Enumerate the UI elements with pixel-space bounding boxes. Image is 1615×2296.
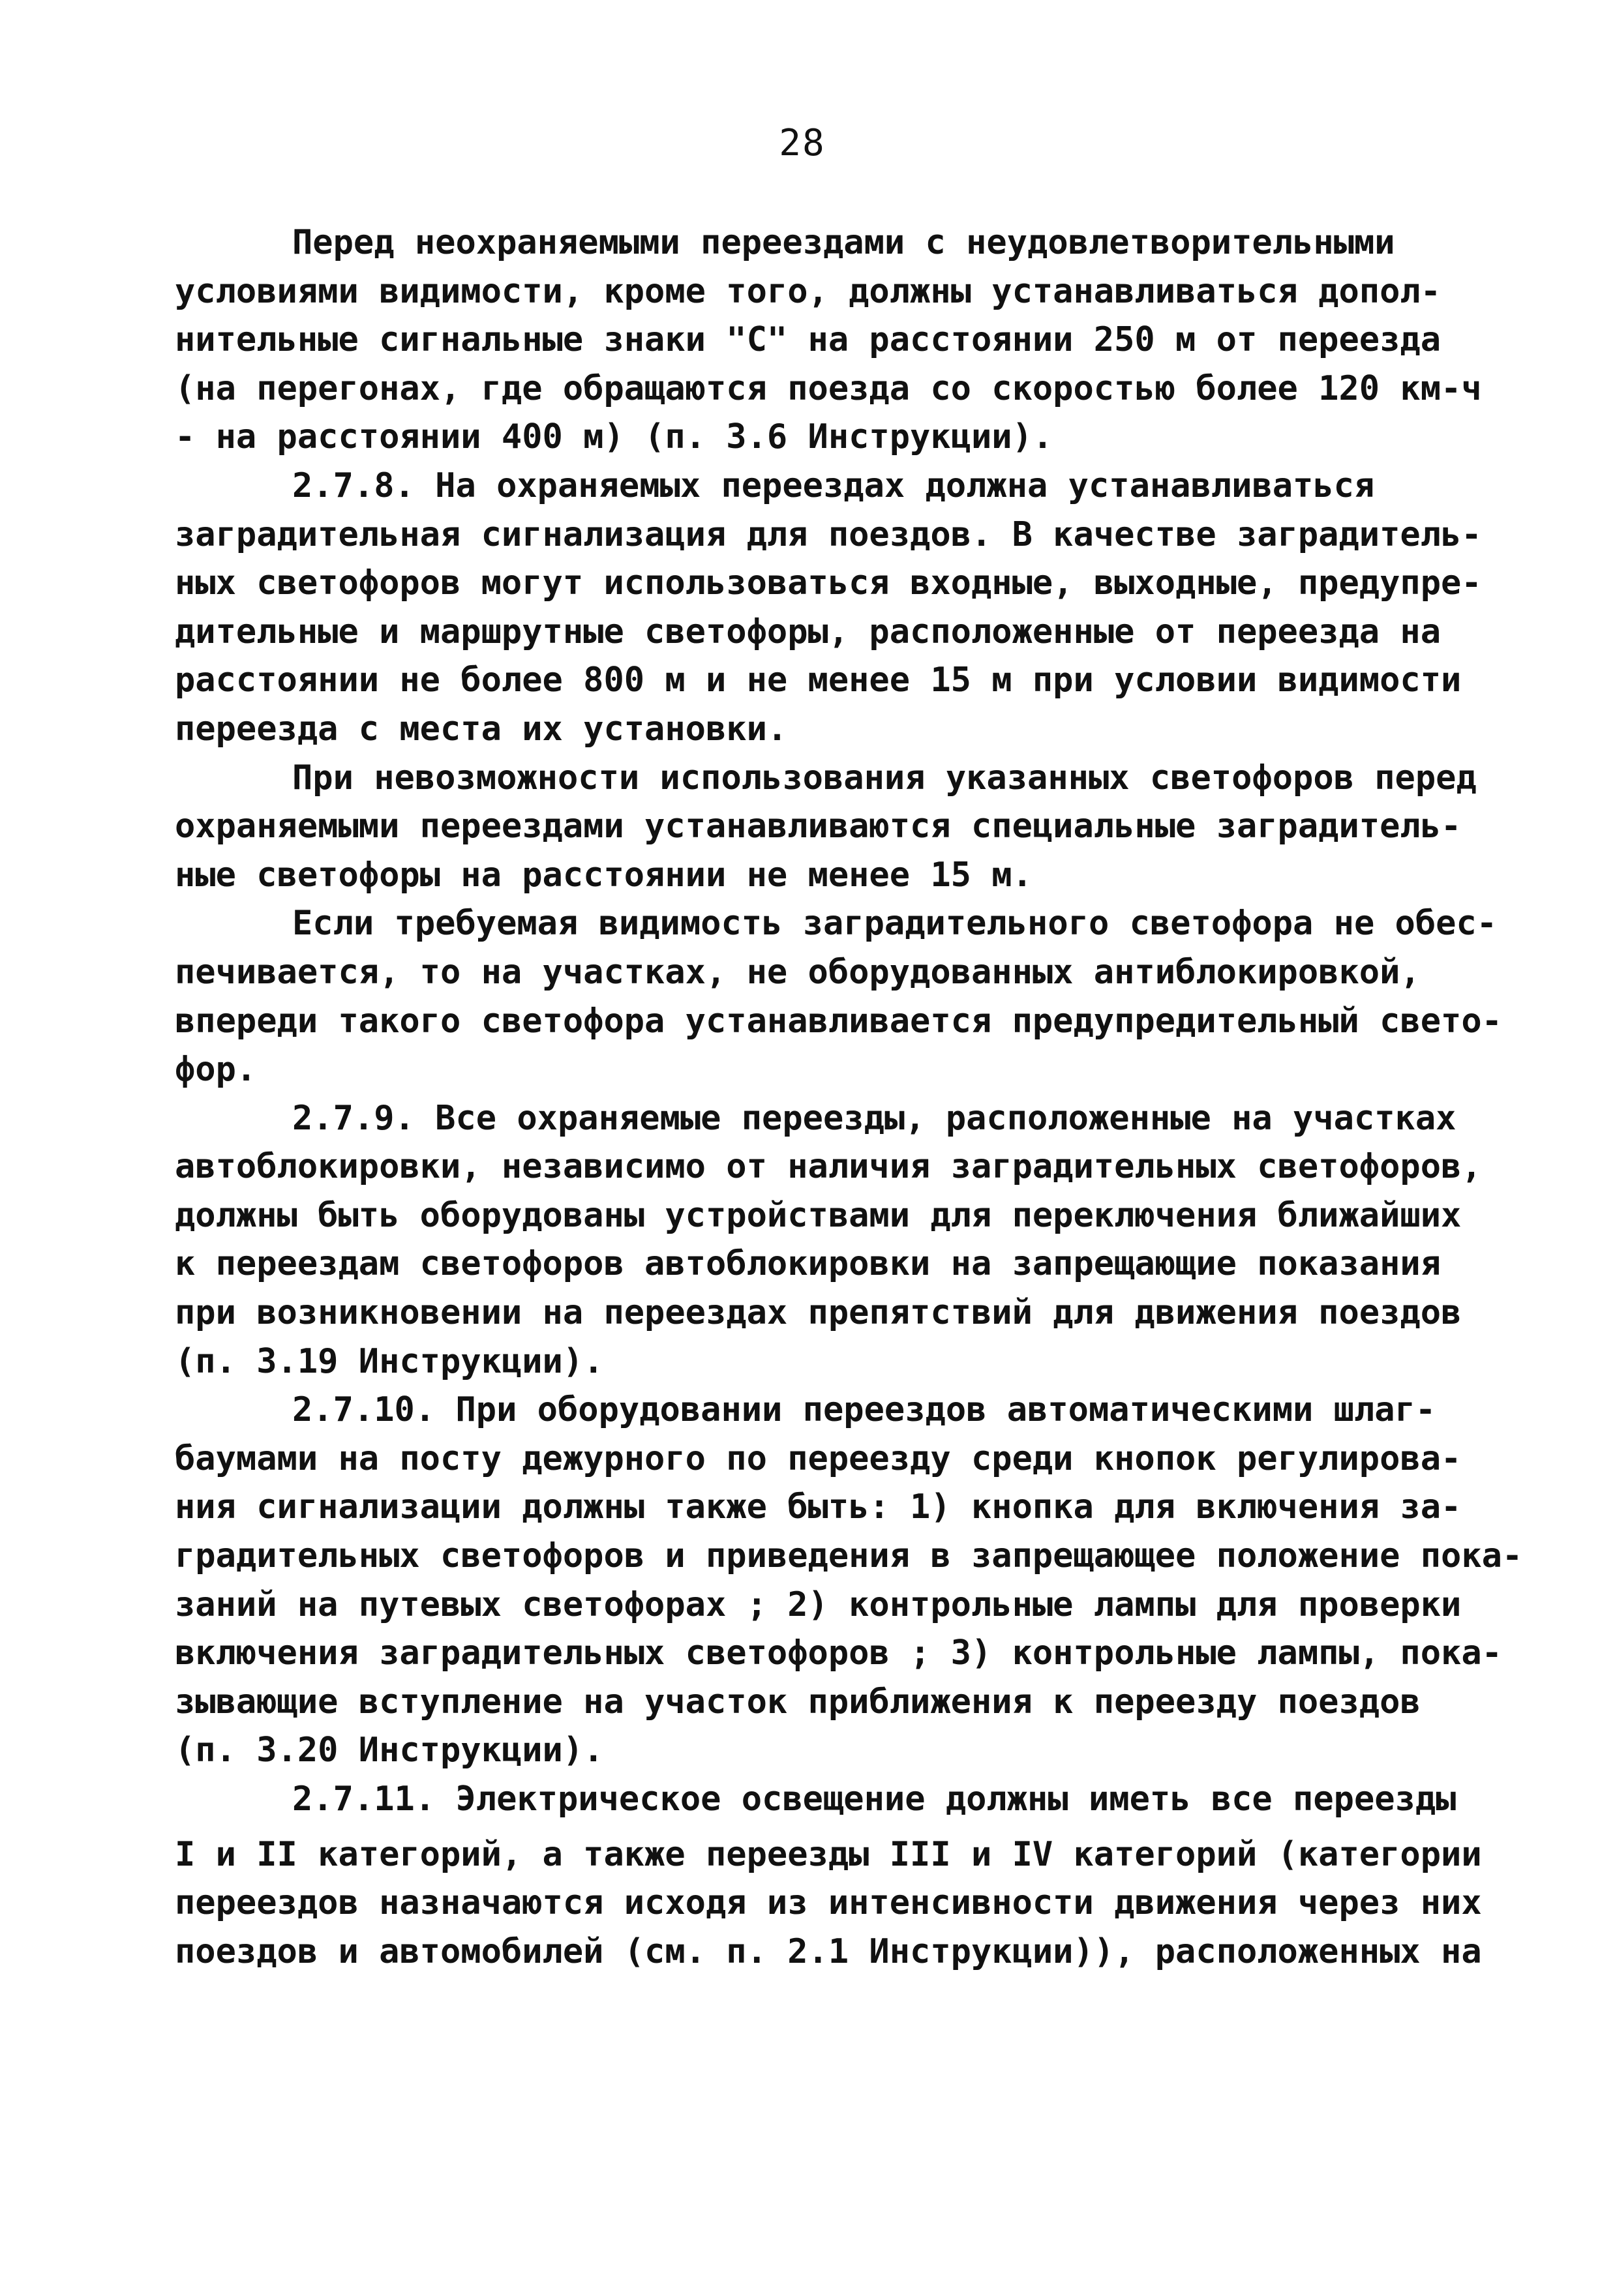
body-text xyxy=(175,218,1523,1976)
text-line: градительных светофоров и приведения в запрещающее положение пока- xyxy=(175,1536,1523,1576)
text-line: переездов назначаются исходя из интенсивности движения через них xyxy=(175,1883,1482,1923)
text-line: заний на путевых светофорах ; 2) контрольные лампы для проверки xyxy=(175,1585,1462,1624)
text-line: - на расстоянии 400 м) (п. 3.6 Инструкции). xyxy=(175,417,1053,457)
text-line: заградительная сигнализация для поездов. В качестве заградитель- xyxy=(175,514,1482,554)
text-line: печивается, то на участках, не оборудованных антиблокировкой, xyxy=(175,952,1421,992)
text-line: расстоянии не более 800 м и не менее 15 м при условии видимости xyxy=(175,661,1462,700)
text-line: ния сигнализации должны также быть: 1) кнопка для включения за- xyxy=(175,1487,1462,1527)
text-line: 2.7.10. При оборудовании переездов автоматическими шлаг- xyxy=(292,1390,1436,1430)
text-line: охраняемыми переездами устанавливаются специальные заградитель- xyxy=(175,807,1462,846)
text-line: включения заградительных светофоров ; 3) контрольные лампы, пока- xyxy=(175,1633,1502,1673)
text-line: 2.7.8. На охраняемых переездах должна устанавливаться xyxy=(292,466,1375,505)
text-line: (на перегонах, где обращаются поезда со скоростью более 120 км-ч xyxy=(175,368,1482,408)
text-line: 2.7.11. Электрическое освещение должны иметь все переезды xyxy=(292,1780,1457,1819)
text-line: 2.7.9. Все охраняемые переезды, расположенные на участках xyxy=(292,1098,1457,1138)
text-line: баумами на посту дежурного по переезду среди кнопок регулирова- xyxy=(175,1439,1462,1478)
text-line: ные светофоры на расстоянии не менее 15 м. xyxy=(175,855,1033,895)
text-line: переезда с места их установки. xyxy=(175,709,788,749)
text-line: (п. 3.19 Инструкции). xyxy=(175,1341,604,1381)
text-line: фор. xyxy=(175,1050,257,1090)
text-line: условиями видимости, кроме того, должны устанавливаться допол- xyxy=(175,271,1441,311)
text-line: Если требуемая видимость заградительного светофора не обес- xyxy=(292,904,1498,944)
text-line: должны быть оборудованы устройствами для переключения ближайших xyxy=(175,1195,1462,1235)
text-line: впереди такого светофора устанавливается предупредительный свето- xyxy=(175,1001,1502,1041)
text-line: зывающие вступление на участок приближения к переезду поездов xyxy=(175,1682,1421,1722)
page-number: 28 xyxy=(779,122,826,164)
text-line: к переездам светофоров автоблокировки на запрещающие показания xyxy=(175,1244,1441,1284)
text-line: I и II категорий, а также переезды III и IV категорий (категории xyxy=(175,1834,1482,1874)
text-line: Перед неохраняемыми переездами с неудовлетворительными xyxy=(292,223,1395,262)
text-line: дительные и маршрутные светофоры, расположенные от переезда на xyxy=(175,612,1441,651)
text-line: При невозможности использования указанных светофоров перед xyxy=(292,758,1477,798)
text-line: при возникновении на переездах препятствий для движения поездов xyxy=(175,1293,1462,1333)
text-line: (п. 3.20 Инструкции). xyxy=(175,1731,604,1770)
text-line: ных светофоров могут использоваться входные, выходные, предупре- xyxy=(175,563,1482,603)
text-line: нительные сигнальные знаки "С" на расстоянии 250 м от переезда xyxy=(175,320,1441,360)
text-line: поездов и автомобилей (см. п. 2.1 Инструкции)), расположенных на xyxy=(175,1931,1482,1971)
text-line: автоблокировки, независимо от наличия заградительных светофоров, xyxy=(175,1147,1482,1187)
